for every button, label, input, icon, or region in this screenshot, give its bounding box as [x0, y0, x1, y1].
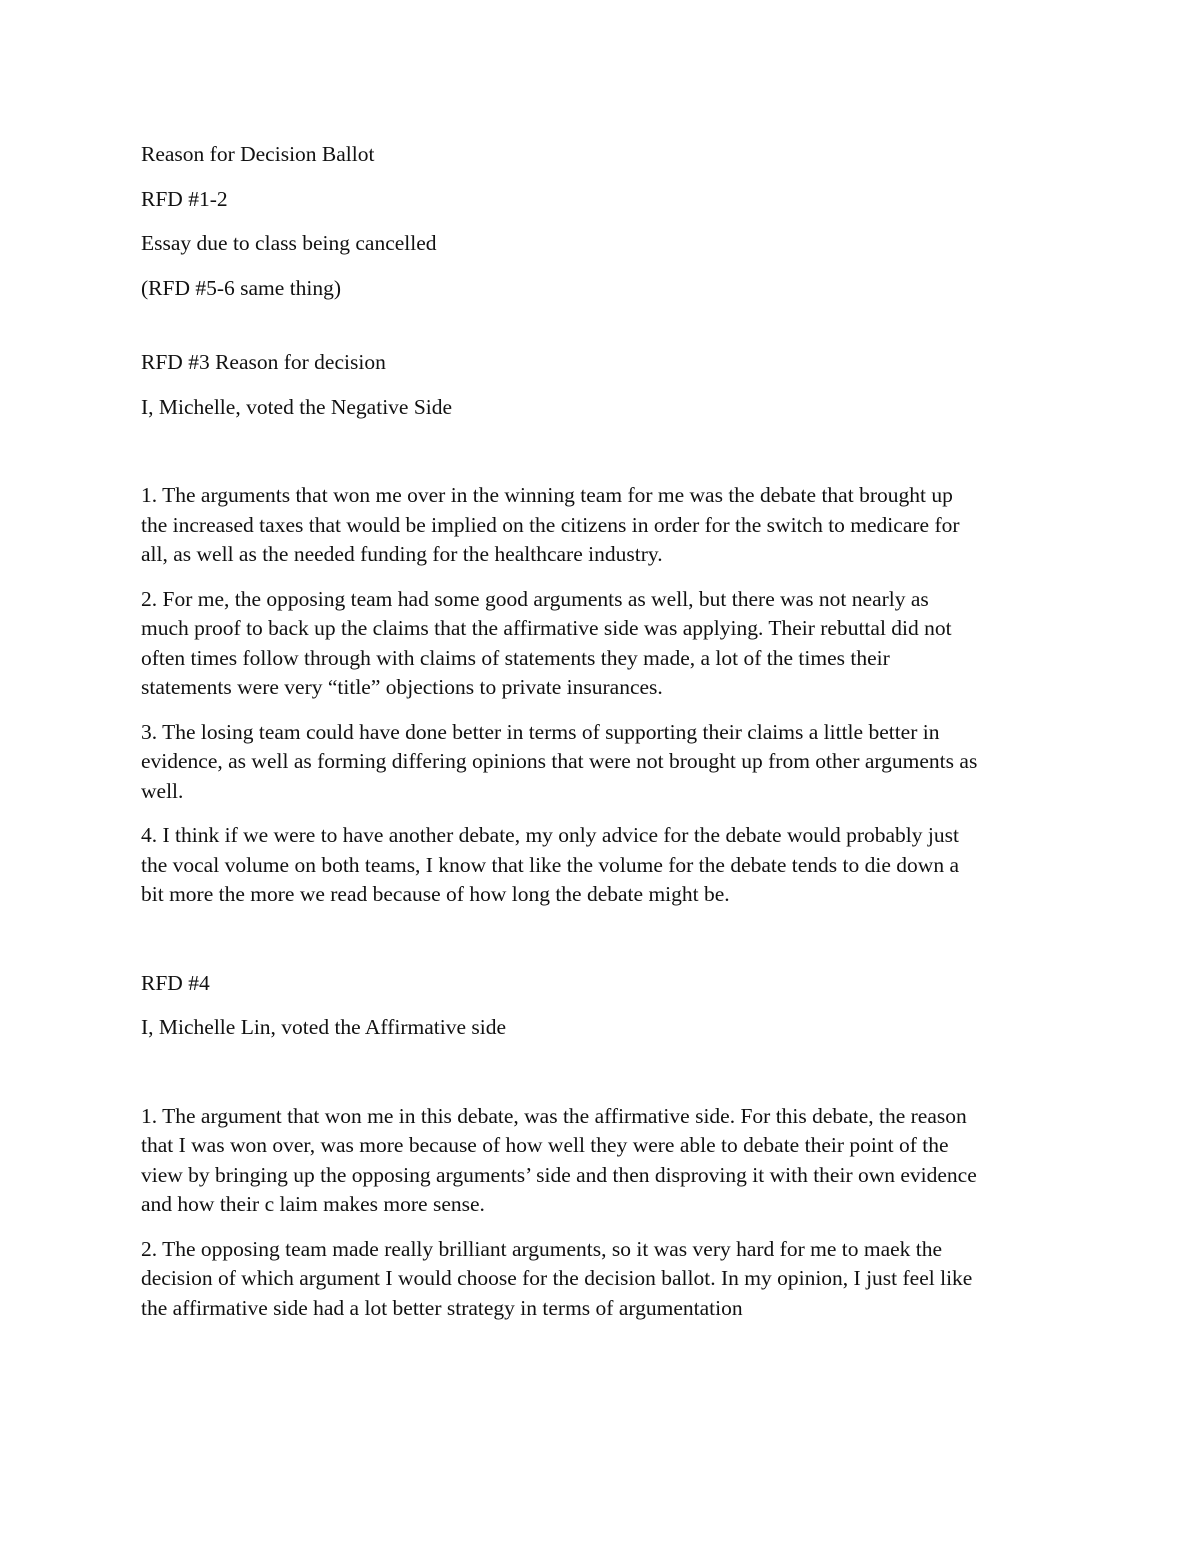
document-page	[141, 140, 1061, 1338]
section-4-point-1: 1. The argument that won me in this debate, was the affirmative side. For this debate, the reason that I was won over, was more because of how well they were able to debate their point of the view by bringing up the opposing arguments’ side and then disproving it with their own evidence and how their c laim makes more sense.	[141, 1103, 977, 1216]
section-3-point-3: 3. The losing team could have done better in terms of supporting their claims a little better in evidence, as well as forming differing opinions that were not brought up from other arguments as well.	[141, 719, 978, 803]
section-3-vote: I, Michelle, voted the Negative Side	[141, 394, 453, 419]
section-4-point-2: 2. The opposing team made really brilliant arguments, so it was very hard for me to maek the decision of which argument I would choose for the decision ballot. In my opinion, I just feel like the affirmative side had a lot better strategy in terms of argumentation	[141, 1236, 973, 1320]
essay-note: Essay due to class being cancelled	[141, 231, 437, 255]
section-4-heading: RFD #4	[141, 970, 210, 995]
spacer	[141, 1058, 1061, 1102]
section-3-heading: RFD #3 Reason for decision	[141, 350, 386, 374]
section-4-vote: I, Michelle Lin, voted the Affirmative side	[141, 1015, 507, 1039]
section-3-point-2: 2. For me, the opposing team had some good arguments as well, but there was not nearly as much proof to back up the claims that the affirmative side was applying. Their rebuttal did not often times follow through with claims of statements they made, a lot of the times their statements were very “title” objections to private insurances.	[141, 586, 952, 699]
spacer	[141, 925, 1061, 969]
document-title: Reason for Decision Ballot	[141, 142, 375, 166]
rfd-1-2-label: RFD #1-2	[141, 186, 228, 211]
section-3-point-1: 1. The arguments that won me over in the winning team for me was the debate that brought up the increased taxes that would be implied on the citizens in order for the switch to medicare for all, as well as the needed funding for the healthcare industry.	[141, 483, 960, 566]
section-3-point-4: 4. I think if we were to have another debate, my only advice for the debate would probably just the vocal volume on both teams, I know that like the volume for the debate tends to die down a bit more the more we read because of how long the debate might be.	[141, 823, 959, 906]
spacer	[141, 437, 1061, 481]
spacer	[141, 318, 1061, 348]
rfd-5-6-note: (RFD #5-6 same thing)	[141, 275, 342, 300]
